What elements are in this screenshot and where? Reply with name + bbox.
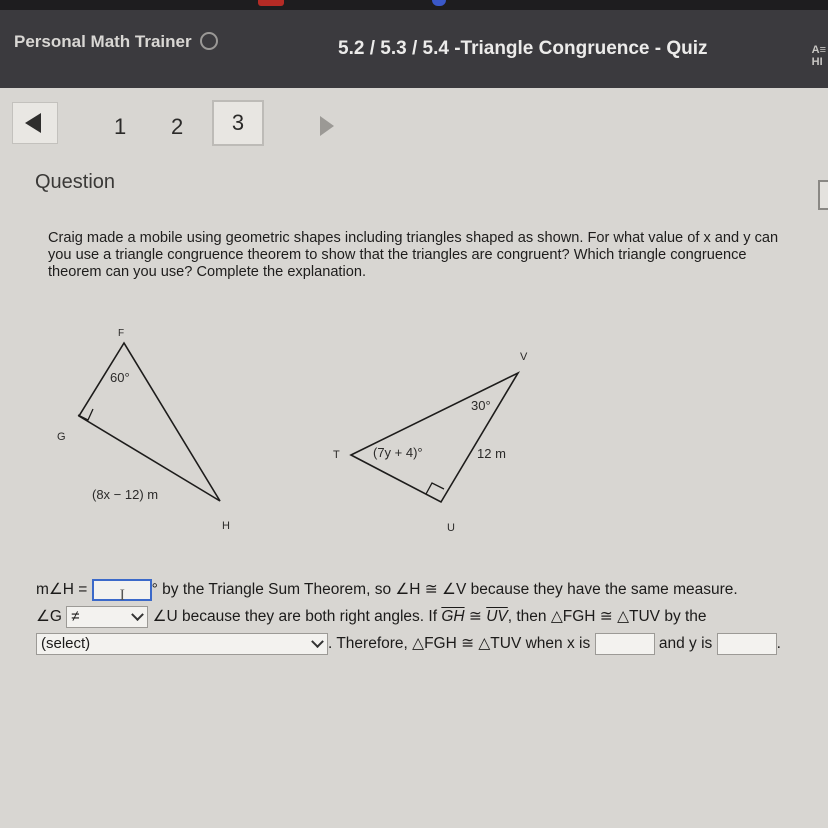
text-angle-g: ∠G — [36, 608, 62, 625]
label-v: V — [520, 351, 528, 363]
angle-v-label: 30° — [471, 398, 491, 413]
text-and-y: and y is — [658, 635, 713, 652]
y-value-input[interactable] — [717, 633, 777, 655]
red-tab-marker — [258, 0, 284, 6]
label-h: H — [222, 520, 230, 532]
right-angle-mark-u — [426, 483, 444, 494]
label-t: T — [333, 449, 340, 461]
page-1[interactable]: 1 — [114, 114, 127, 139]
page-2[interactable]: 2 — [171, 114, 184, 139]
segment-gh: $\overline{GH}$ — [441, 608, 465, 625]
congruent-symbol: ≅ — [468, 608, 482, 625]
question-heading: Question — [35, 171, 116, 193]
blue-tab-marker — [432, 0, 446, 6]
label-g: G — [57, 431, 66, 443]
side-uv-label: 12 m — [477, 446, 506, 461]
label-u: U — [447, 522, 455, 534]
text-mh: m∠H = — [36, 581, 88, 598]
info-icon[interactable] — [200, 32, 218, 50]
triangle-figure — [0, 88, 828, 548]
segment-uv: $\overline{UV}$ — [486, 608, 508, 625]
side-gh-label: (8x − 12) m — [92, 487, 159, 502]
angle-t-label: (7y + 4)° — [373, 445, 423, 460]
brand-label: Personal Math Trainer — [14, 32, 192, 51]
relation-select-value: ≠ — [71, 607, 80, 625]
corner-button[interactable]: A≡ HI — [811, 44, 826, 68]
text-period: . — [776, 635, 781, 652]
chevron-down-icon — [131, 608, 144, 621]
theorem-select[interactable] — [36, 633, 328, 655]
text-sum-theorem: ° by the Triangle Sum Theorem, so ∠H ≅ ∠V because they have the same measure. — [151, 581, 738, 598]
theorem-select-value: (select) — [41, 634, 91, 652]
label-f: F — [118, 328, 125, 339]
explanation-line-2 — [36, 603, 707, 630]
text-therefore: . Therefore, △FGH ≅ △TUV when x is — [328, 635, 591, 652]
page-3-current[interactable]: 3 — [212, 100, 264, 146]
text-then: , then △FGH ≅ △TUV by the — [507, 608, 707, 625]
text-cursor-icon: I — [119, 586, 125, 604]
quiz-title: 5.2 / 5.3 / 5.4 -Triangle Congruence - Quiz — [338, 38, 708, 59]
text-right-angles: ∠U because they are both right angles. If — [152, 608, 438, 625]
app-header — [0, 10, 828, 88]
triangle-fgh — [79, 343, 220, 501]
relation-select[interactable] — [66, 606, 148, 628]
angle-h-input[interactable] — [92, 579, 152, 604]
brand[interactable] — [14, 32, 218, 52]
question-panel — [0, 88, 828, 828]
chevron-down-icon — [311, 635, 324, 648]
question-prompt: Craig made a mobile using geometric shapes including triangles shaped as shown. For what value of x and y can you use a triangle congruence theorem to show that the triangles are congruent? Which triangle congruence theorem can you use? Complete the explanation. — [48, 230, 779, 280]
x-value-input[interactable] — [595, 633, 655, 655]
triangle-tuv — [351, 373, 518, 502]
browser-top-strip — [0, 0, 828, 10]
explanation-line-3 — [36, 630, 781, 657]
explanation-line-1 — [36, 576, 738, 603]
angle-f-label: 60° — [110, 370, 130, 385]
